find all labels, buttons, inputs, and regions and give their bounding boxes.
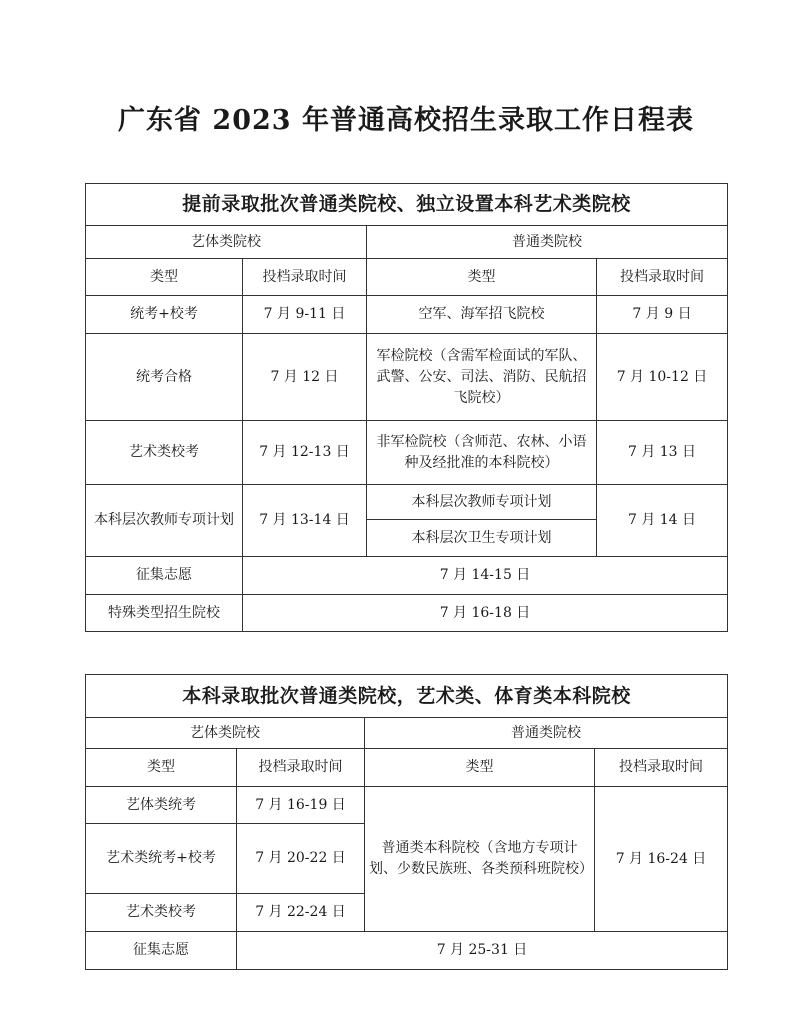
cell-art-time: 7 月 12 日 (243, 334, 367, 421)
cell-art-type: 艺术类统考+校考 (86, 824, 237, 894)
column-header-type: 类型 (365, 749, 595, 787)
table-header: 本科录取批次普通类院校，艺术类、体育类本科院校 (86, 675, 728, 718)
column-header-time: 投档录取时间 (237, 749, 365, 787)
cell-art-type: 艺术类校考 (86, 894, 237, 932)
schedule-table-undergrad-batch (85, 674, 728, 970)
cell-art-type: 统考+校考 (86, 296, 243, 334)
cell-general-type: 非军检院校（含师范、农林、小语种及经批准的本科院校） (367, 421, 597, 485)
cell-art-time: 7 月 16-19 日 (237, 787, 365, 824)
cell-general-type: 军检院校（含需军检面试的军队、武警、公安、司法、消防、民航招飞院校） (367, 334, 597, 421)
column-header-time: 投档录取时间 (597, 259, 728, 296)
cell-general-time: 7 月 14 日 (597, 485, 728, 557)
cell-art-type: 艺体类统考 (86, 787, 237, 824)
cell-row-label: 特殊类型招生院校 (86, 595, 243, 632)
column-header-type: 类型 (86, 259, 243, 296)
group-header-general: 普通类院校 (365, 718, 728, 749)
cell-row-time: 7 月 16-18 日 (243, 595, 728, 632)
group-header-art: 艺体类院校 (86, 226, 367, 259)
cell-general-time: 7 月 13 日 (597, 421, 728, 485)
group-header-art: 艺体类院校 (86, 718, 365, 749)
cell-art-time: 7 月 13-14 日 (243, 485, 367, 557)
group-header-general: 普通类院校 (367, 226, 728, 259)
cell-general-type: 普通类本科院校（含地方专项计划、少数民族班、各类预科班院校） (365, 787, 595, 932)
table-header: 提前录取批次普通类院校、独立设置本科艺术类院校 (86, 184, 728, 226)
cell-art-type: 本科层次教师专项计划 (86, 485, 243, 557)
cell-row-label: 征集志愿 (86, 557, 243, 595)
cell-art-time: 7 月 20-22 日 (237, 824, 365, 894)
cell-art-time: 7 月 12-13 日 (243, 421, 367, 485)
schedule-table-early-batch (85, 183, 728, 632)
column-header-time: 投档录取时间 (243, 259, 367, 296)
cell-general-type: 本科层次教师专项计划 (367, 485, 597, 520)
cell-art-time: 7 月 22-24 日 (237, 894, 365, 932)
column-header-type: 类型 (367, 259, 597, 296)
cell-general-type: 本科层次卫生专项计划 (367, 520, 597, 557)
cell-general-time: 7 月 9 日 (597, 296, 728, 334)
cell-row-time: 7 月 14-15 日 (243, 557, 728, 595)
cell-general-time: 7 月 10-12 日 (597, 334, 728, 421)
cell-row-label: 征集志愿 (86, 932, 237, 970)
page-title: 广东省 2023 年普通高校招生录取工作日程表 (118, 105, 694, 136)
cell-row-time: 7 月 25-31 日 (237, 932, 728, 970)
column-header-time: 投档录取时间 (595, 749, 728, 787)
cell-art-type: 艺术类校考 (86, 421, 243, 485)
column-header-type: 类型 (86, 749, 237, 787)
cell-general-time: 7 月 16-24 日 (595, 787, 728, 932)
cell-art-type: 统考合格 (86, 334, 243, 421)
cell-art-time: 7 月 9-11 日 (243, 296, 367, 334)
cell-general-type: 空军、海军招飞院校 (367, 296, 597, 334)
